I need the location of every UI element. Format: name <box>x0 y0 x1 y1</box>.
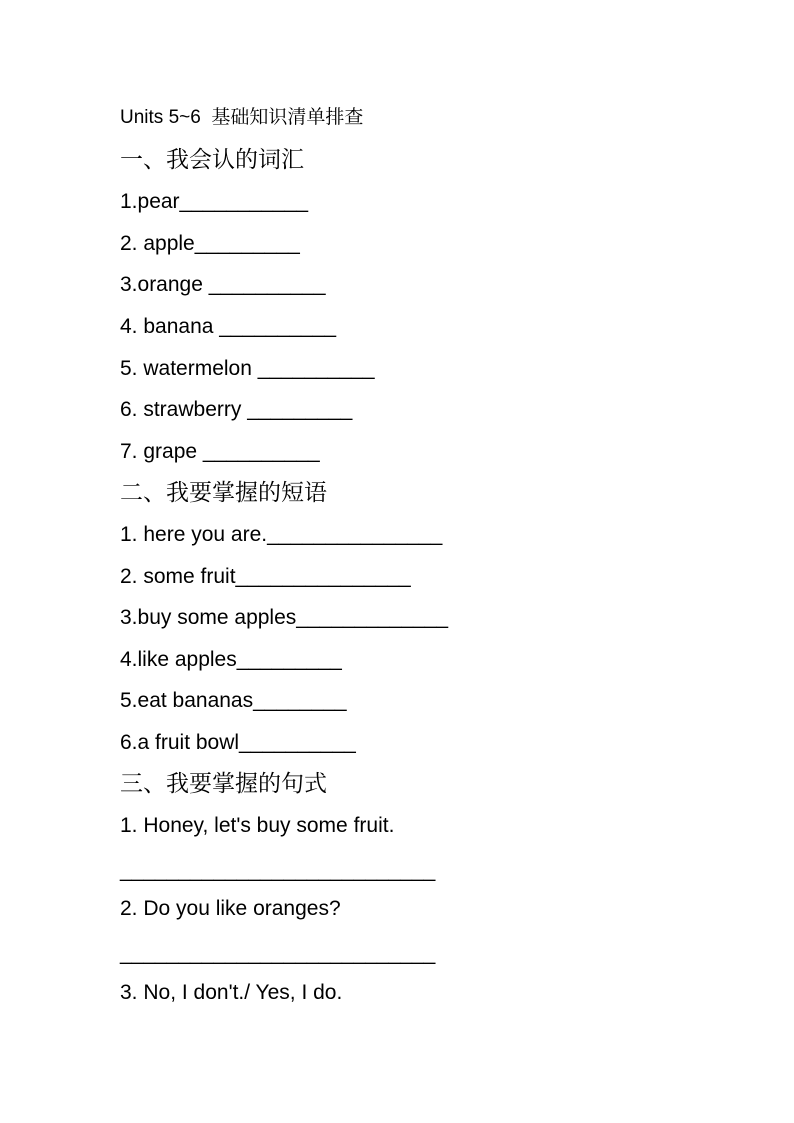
phrase-item-some-fruit: 2. some fruit_______________ <box>120 565 411 588</box>
phrase-item-like-apples: 4.like apples_________ <box>120 648 342 671</box>
document-title: Units 5~6 基础知识清单排查 <box>120 107 364 128</box>
phrase-item-buy-some-apples: 3.buy some apples_____________ <box>120 606 449 629</box>
vocab-item-apple: 2. apple_________ <box>120 232 300 255</box>
phrase-item-here-you-are: 1. here you are._______________ <box>120 523 443 546</box>
sentence-item-do-you-like: 2. Do you like oranges? <box>120 897 341 920</box>
sentence-item-answer: 3. No, I don't./ Yes, I do. <box>120 981 343 1004</box>
vocab-item-grape: 7. grape __________ <box>120 440 320 463</box>
answer-blank-line: ___________________________ <box>120 859 436 882</box>
vocab-item-orange: 3.orange __________ <box>120 273 326 296</box>
vocab-item-pear: 1.pear___________ <box>120 190 309 213</box>
section-heading-phrases: 二、我要掌握的短语 <box>120 479 327 505</box>
vocab-item-banana: 4. banana __________ <box>120 315 337 338</box>
vocab-item-strawberry: 6. strawberry _________ <box>120 398 353 421</box>
phrase-item-fruit-bowl: 6.a fruit bowl__________ <box>120 731 356 754</box>
phrase-item-eat-bananas: 5.eat bananas________ <box>120 689 347 712</box>
section-heading-vocabulary: 一、我会认的词汇 <box>120 146 304 172</box>
answer-blank-line: ___________________________ <box>120 942 436 965</box>
vocab-item-watermelon: 5. watermelon __________ <box>120 357 375 380</box>
section-heading-sentences: 三、我要掌握的句式 <box>120 770 327 796</box>
sentence-item-honey: 1. Honey, let's buy some fruit. <box>120 814 395 837</box>
